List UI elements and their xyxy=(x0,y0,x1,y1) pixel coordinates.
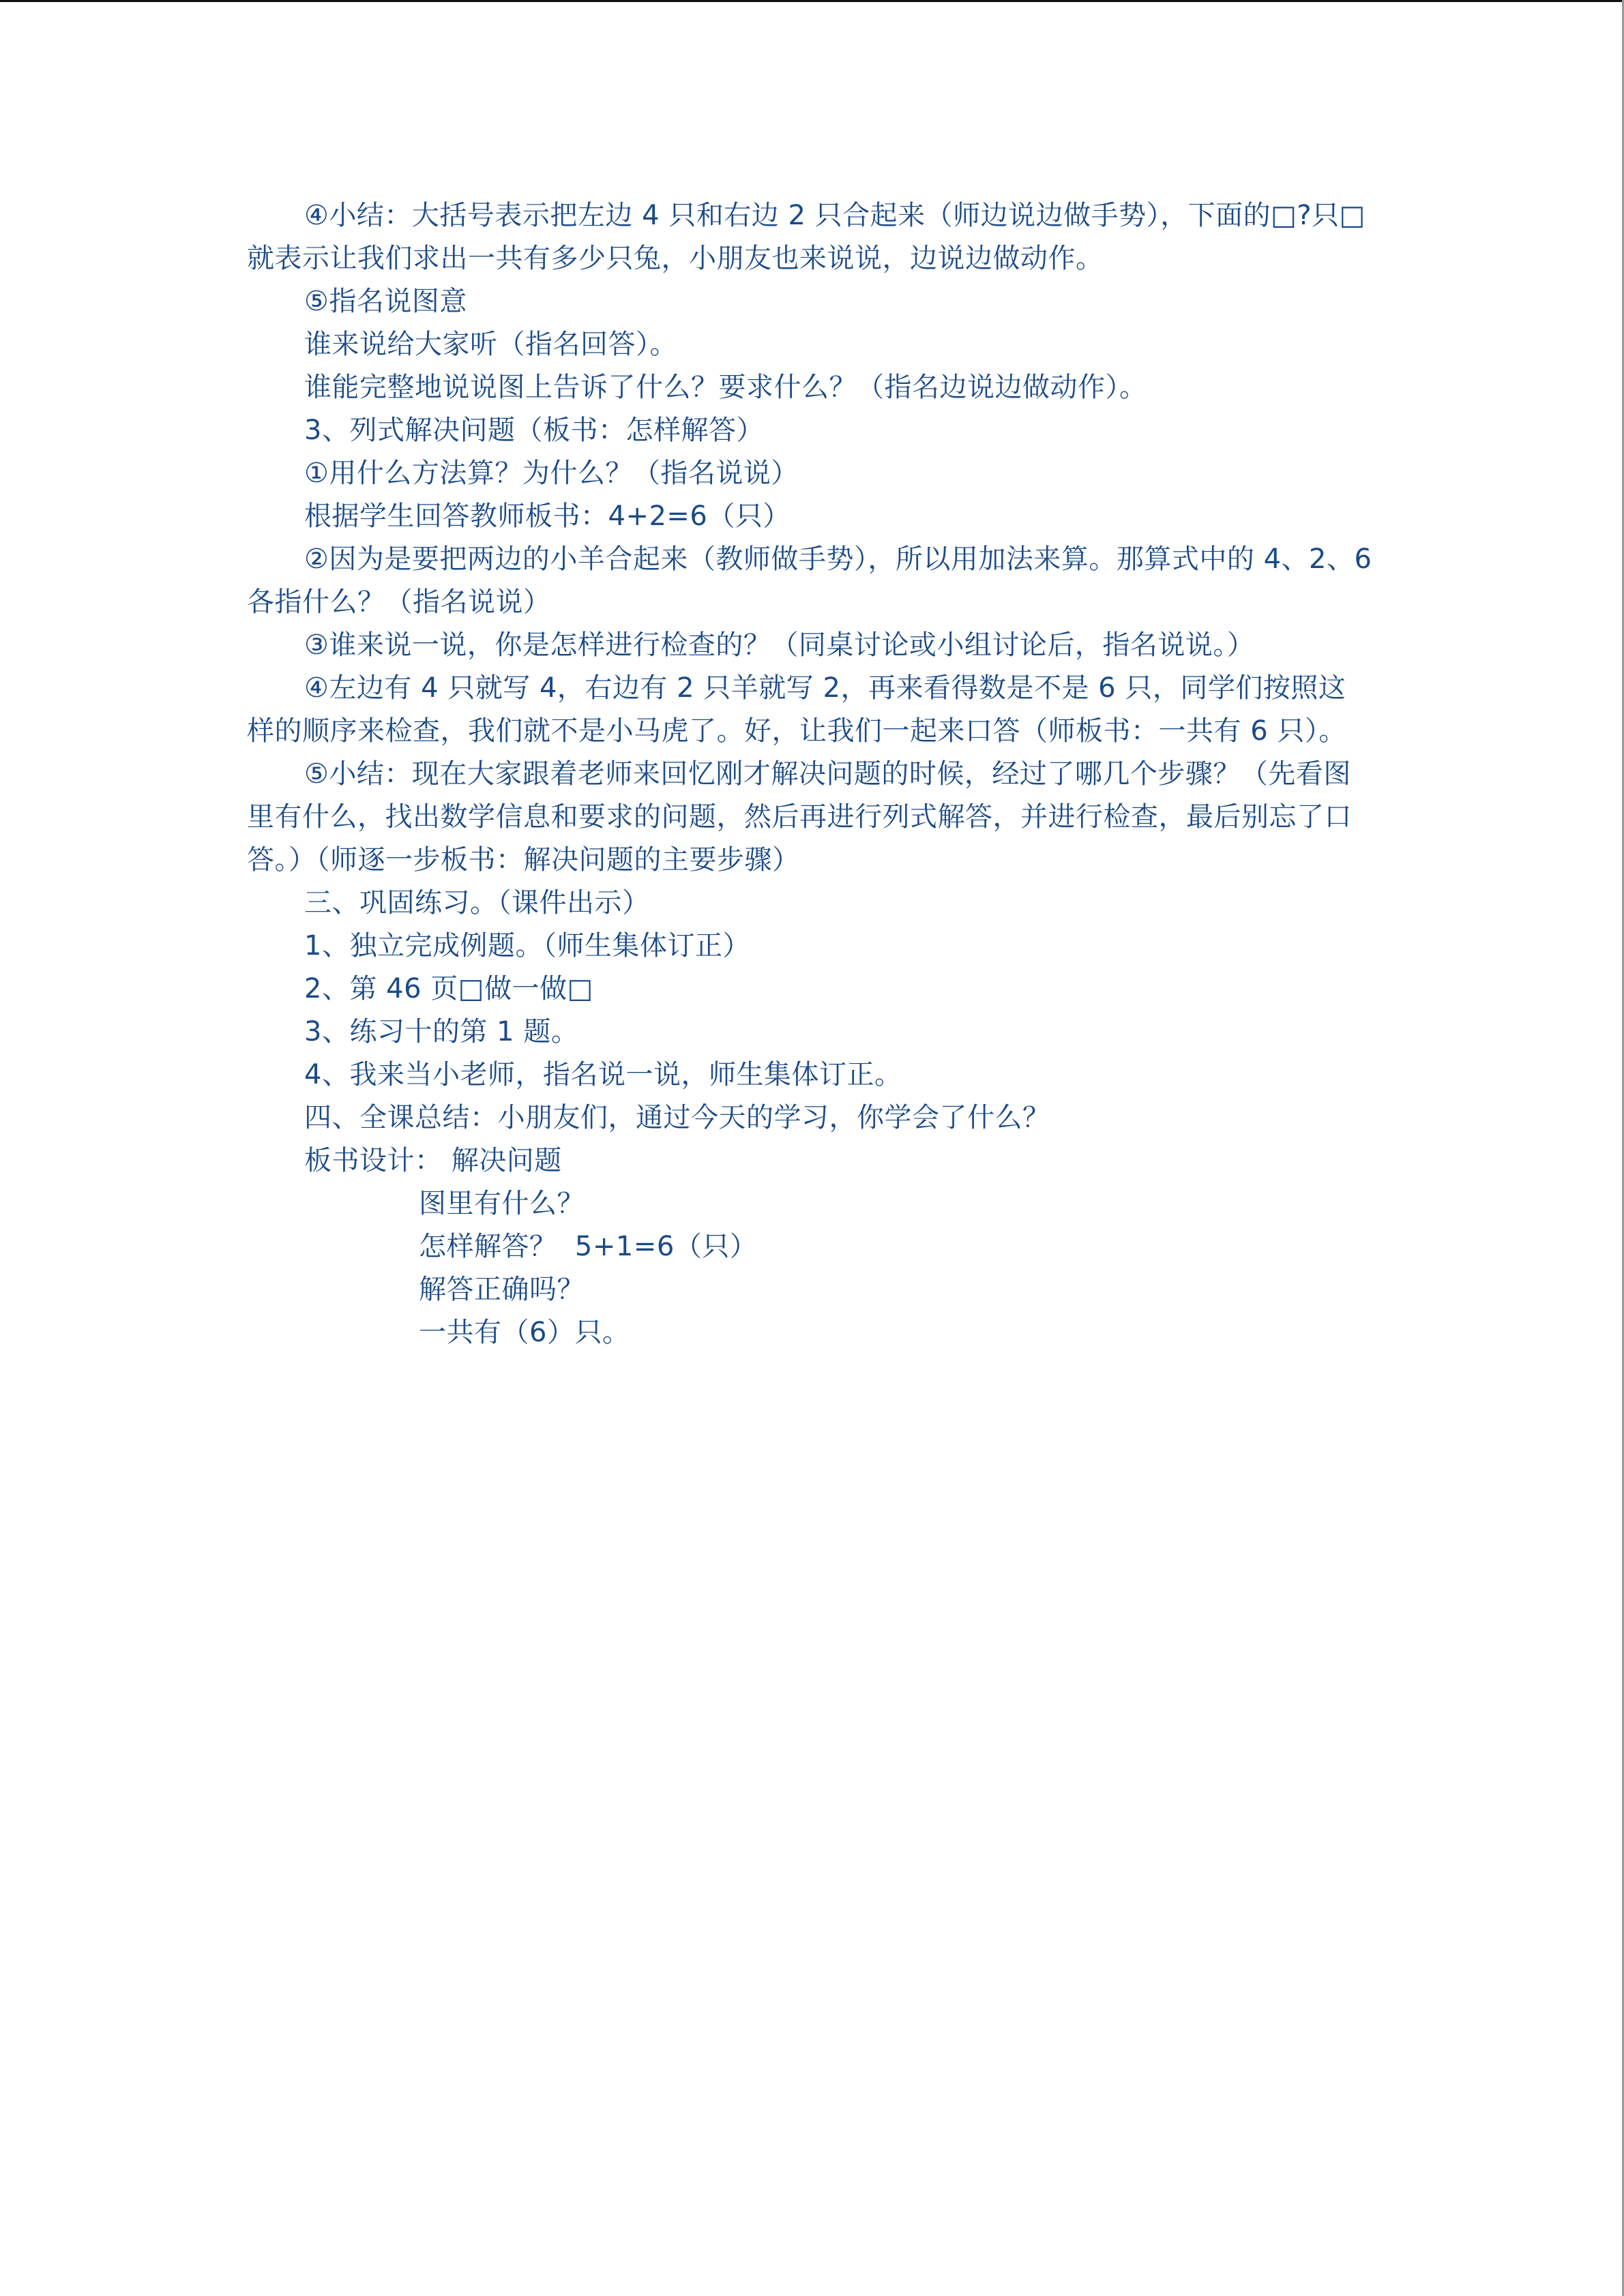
paragraph-section-practice: 三、巩固练习。（课件出示） xyxy=(304,887,650,919)
board-line-is-correct: 解答正确吗？ xyxy=(419,1274,585,1305)
paragraph-practice-1: 1、独立完成例题。（师生集体订正） xyxy=(304,930,750,961)
top-border xyxy=(0,0,1624,2)
document-body xyxy=(247,194,1372,1354)
paragraph-step-3-heading: 3、列式解决问题（板书：怎样解答） xyxy=(304,415,764,446)
paragraph-practice-3: 3、练习十的第 1 题。 xyxy=(304,1016,579,1047)
paragraph-addition-reason: ②因为是要把两边的小羊合起来（教师做手势），所以用加法来算。那算式中的 4、2、6 各指什么？（指名说说） xyxy=(247,543,1372,618)
paragraph-describe-picture: ⑤指名说图意 xyxy=(304,286,467,317)
paragraph-summary-steps: ⑤小结：现在大家跟着老师来回忆刚才解决问题的时候，经过了哪几个步骤？（先看图里有什么，找出数学信息和要求的问题，然后再进行列式解答，并进行检查，最后别忘了口答。）（师逐一步板书：解决问题的主要步骤） xyxy=(247,758,1352,876)
paragraph-board-design: 板书设计： 解决问题 xyxy=(304,1145,562,1176)
paragraph-practice-2: 2、第 46 页□做一做□ xyxy=(304,973,593,1004)
board-line-total: 一共有（6）只。 xyxy=(419,1317,630,1348)
paragraph-who-tells: 谁来说给大家听（指名回答）。 xyxy=(304,329,677,360)
board-line-how-to-solve: 怎样解答？ 5+1=6（只） xyxy=(419,1231,758,1262)
paragraph-summary-brace: ④小结：大括号表示把左边 4 只和右边 2 只合起来（师边说边做手势），下面的□?只□就表示让我们求出一共有多少只兔，小朋友也来说说，边说边做动作。 xyxy=(247,200,1365,274)
paragraph-section-summary: 四、全课总结：小朋友们，通过今天的学习，你学会了什么？ xyxy=(304,1102,1050,1133)
paragraph-teacher-writes: 根据学生回答教师板书：4+2=6（只） xyxy=(304,501,791,532)
paragraph-which-method: ①用什么方法算？为什么？（指名说说） xyxy=(304,458,799,489)
paragraph-complete-description: 谁能完整地说说图上告诉了什么？要求什么？（指名边说边做动作）。 xyxy=(304,372,1147,403)
board-line-what-in-picture: 图里有什么？ xyxy=(419,1188,585,1219)
paragraph-practice-4: 4、我来当小老师，指名说一说，师生集体订正。 xyxy=(304,1059,902,1090)
paragraph-check-order: ④左边有 4 只就写 4，右边有 2 只羊就写 2，再来看得数是不是 6 只，同学们按照这样的顺序来检查，我们就不是小马虎了。好，让我们一起来口答（师板书：一共有 6 只）。 xyxy=(247,672,1346,747)
paragraph-how-check: ③谁来说一说，你是怎样进行检查的？（同桌讨论或小组讨论后，指名说说。） xyxy=(304,629,1255,661)
